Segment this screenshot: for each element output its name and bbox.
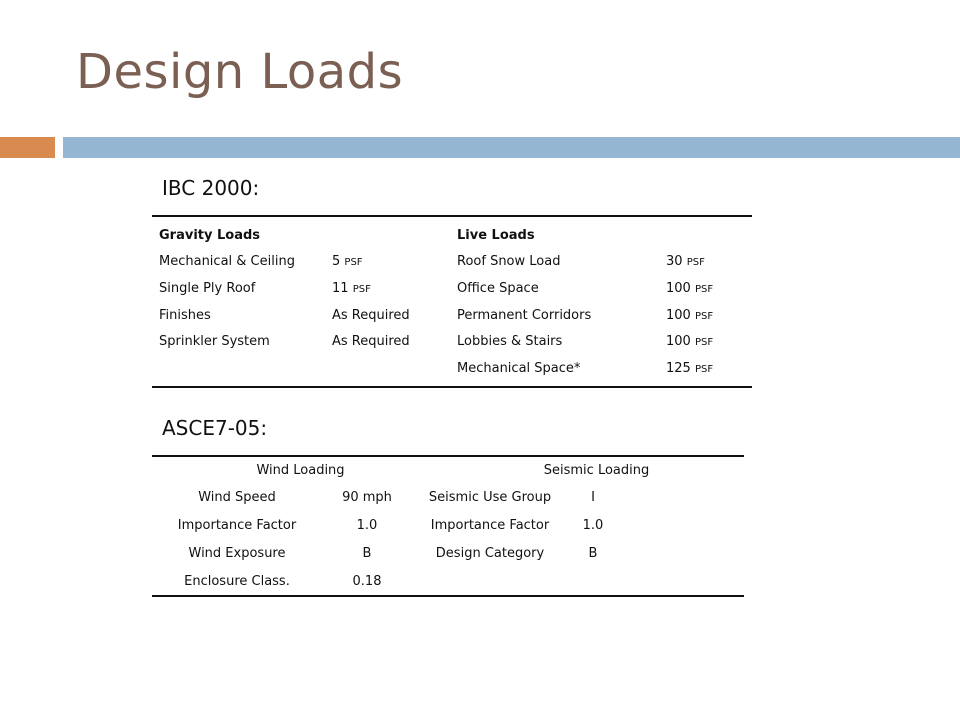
table-row — [152, 355, 752, 382]
wind-value: B — [362, 545, 372, 561]
wind-value: 90 mph — [342, 489, 392, 505]
gravity-load-value — [332, 281, 457, 296]
gravity-load-label: Single Ply Roof — [159, 280, 256, 296]
live-load-number: 100 — [666, 280, 691, 296]
gravity-load-value — [332, 308, 457, 323]
live-load-label: Roof Snow Load — [457, 254, 561, 270]
live-load-value — [666, 361, 752, 376]
ibc-heading: IBC 2000: — [162, 176, 260, 200]
live-load-value — [666, 281, 752, 296]
gravity-load-unit: PSF — [352, 283, 371, 295]
table-row — [152, 567, 744, 595]
live-load-value — [666, 254, 752, 269]
gravity-load-number: 11 — [332, 280, 349, 296]
accent-bar-orange — [0, 137, 55, 158]
live-load-number: 30 — [666, 254, 683, 270]
live-load-unit: PSF — [686, 257, 705, 269]
live-load-value — [666, 334, 752, 349]
seismic-loading-header: Seismic Loading — [543, 462, 650, 478]
gravity-load-number: As Required — [332, 334, 410, 350]
gravity-loads-header: Gravity Loads — [159, 227, 261, 243]
table-row — [152, 483, 744, 511]
seismic-value: I — [591, 489, 595, 505]
wind-value: 0.18 — [352, 573, 382, 589]
live-load-unit: PSF — [694, 283, 714, 295]
live-load-number: 100 — [666, 334, 691, 350]
gravity-load-unit: PSF — [344, 257, 363, 269]
gravity-load-label: Mechanical & Ceiling — [159, 254, 295, 270]
ibc-loads-table — [152, 215, 752, 388]
table-row — [152, 511, 744, 539]
asce-loads-table — [152, 455, 744, 597]
live-load-label: Permanent Corridors — [457, 307, 592, 323]
seismic-label: Seismic Use Group — [428, 489, 552, 505]
live-load-unit: PSF — [694, 363, 714, 375]
gravity-load-label: Finishes — [159, 307, 211, 323]
wind-loading-header: Wind Loading — [256, 462, 345, 478]
table-header-row — [152, 457, 744, 483]
live-load-label: Mechanical Space* — [457, 360, 581, 376]
live-load-number: 100 — [666, 307, 691, 323]
seismic-label: Design Category — [435, 545, 545, 561]
table-row — [152, 275, 752, 302]
table-row — [152, 328, 752, 355]
page-title: Design Loads — [76, 44, 404, 100]
table-header-row — [152, 222, 752, 249]
live-load-unit: PSF — [694, 337, 714, 349]
table-row — [152, 302, 752, 329]
wind-label: Importance Factor — [177, 517, 297, 533]
seismic-label: Importance Factor — [430, 517, 550, 533]
table-row — [152, 249, 752, 276]
asce-heading: ASCE7-05: — [162, 416, 268, 440]
live-load-label: Office Space — [457, 280, 539, 296]
live-load-number: 125 — [666, 360, 691, 376]
gravity-load-value — [332, 254, 457, 269]
wind-label: Wind Exposure — [188, 545, 286, 561]
gravity-load-label: Sprinkler System — [159, 334, 270, 350]
gravity-load-number: 5 — [332, 254, 341, 270]
gravity-load-number: As Required — [332, 307, 410, 323]
seismic-value: B — [588, 545, 598, 561]
table-row — [152, 539, 744, 567]
accent-bar-blue — [63, 137, 960, 158]
seismic-value: 1.0 — [582, 517, 604, 533]
live-load-value — [666, 308, 752, 323]
wind-label: Wind Speed — [198, 489, 276, 505]
wind-label: Enclosure Class. — [184, 573, 290, 589]
live-loads-header: Live Loads — [457, 227, 535, 243]
live-load-unit: PSF — [694, 310, 714, 322]
gravity-load-value — [332, 334, 457, 349]
wind-value: 1.0 — [356, 517, 378, 533]
live-load-label: Lobbies & Stairs — [457, 334, 563, 350]
